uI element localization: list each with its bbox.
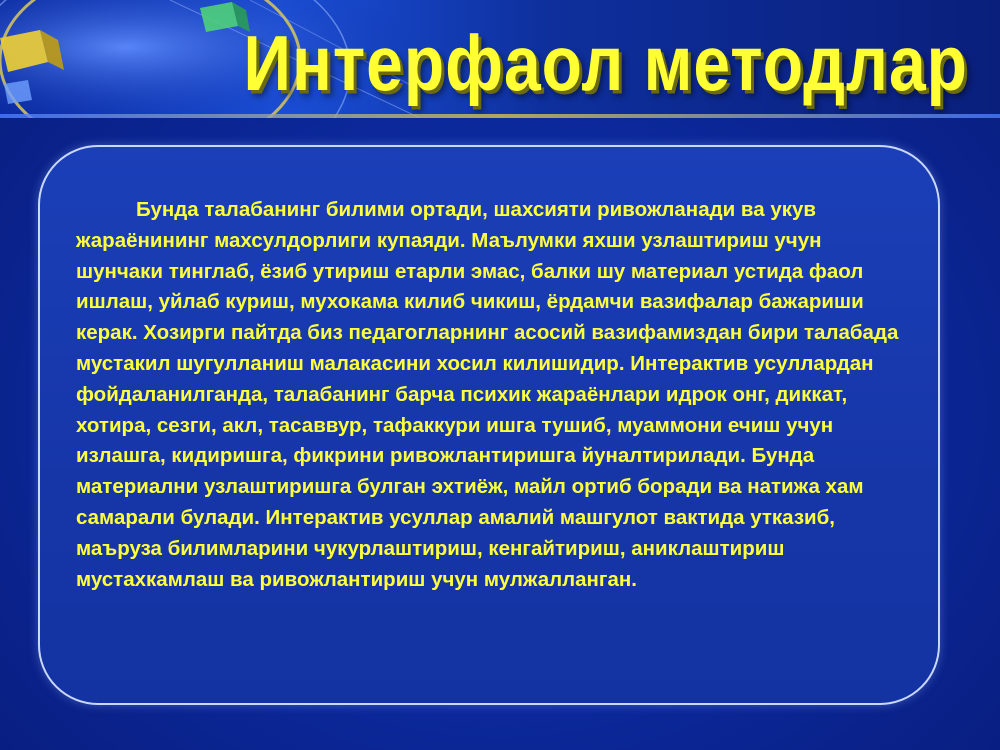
content-panel [38,145,940,705]
slide-title: Интерфаол методлар [243,19,968,107]
header-banner [0,0,1000,118]
body-paragraph: Бунда талабанинг билими ортади, шахсияти ривожланади ва укув жараёнининг махсулдорлиги купаяди. Маълумки яхши узлаштириш учун шунчаки тинглаб, ёзиб утириш етарли эмас, балки шу материал устида фаол ишлаш, уйлаб куриш, мухокама килиб чикиш, ёрдамчи вазифалар бажариши керак. Хозирги пайтда биз педагогларнинг асосий вазифамиздан бири талабада мустакил шугулланиш малакасини хосил килишидир. Интерактив усуллардан фойдаланилганда, талабанинг барча психик жараёнлари идрок онг, диккат, хотира, сезги, акл, тасаввур, тафаккури ишга тушиб, муаммони ечиш учун излашга, кидиришга, фикрини ривожлантиришга йуналтирилади. Бунда материални узлаштиришга булган эхтиёж, майл ортиб боради ва натижа хам самарали булади. Интерактив усуллар амалий машгулот вактида утказиб, маъруза билимларини чукурлаштириш, кенгайтириш, аниклаштириш мустахкамлаш ва ривожлантириш учун мулжалланган. [76,198,899,591]
